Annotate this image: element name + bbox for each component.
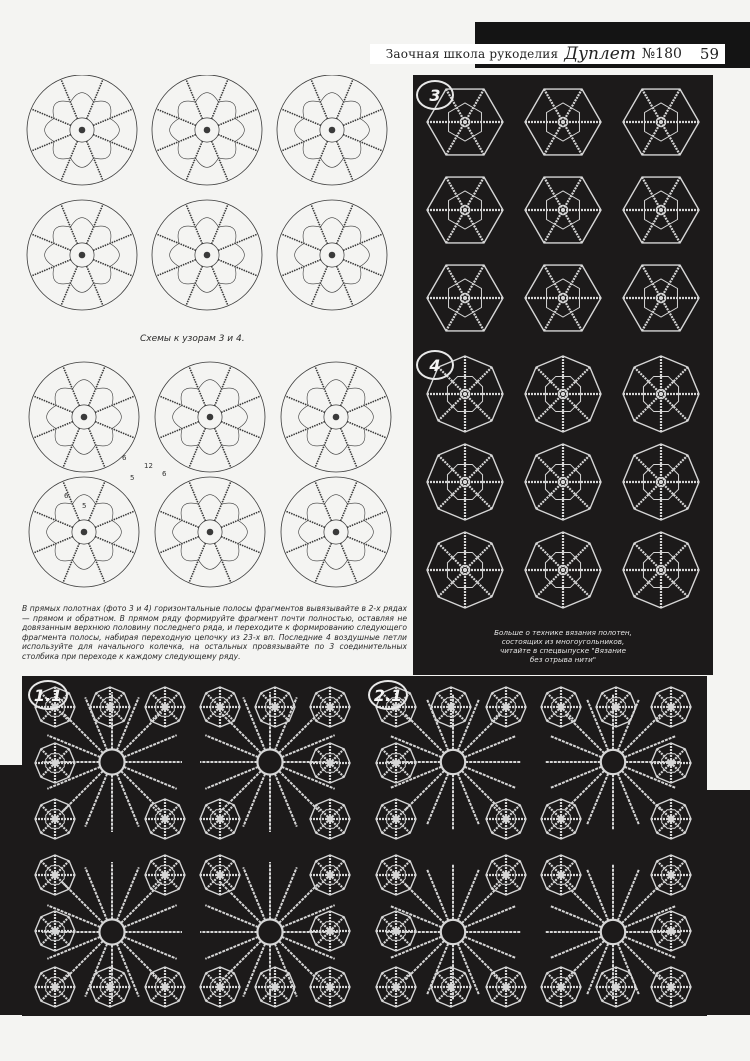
photo-4-label: 4	[416, 350, 454, 380]
right-dark-strip	[706, 790, 750, 1015]
side-note: Больше о технике вязания полотен, состоящих из многоугольников, читайте в спецвыпуске "Вязание без отрыва нити"	[494, 628, 632, 664]
scheme-annotation-4: 6	[162, 470, 167, 478]
photo-1-1-label: 1.1	[28, 680, 68, 710]
header-section: Заочная школа рукоделия	[385, 47, 559, 61]
instructions-text: В прямых полотнах (фото 3 и 4) горизонтальные полосы фрагментов вывязывайте в 2-х рядах — прямом и обратном. В прямом ряду формируйте фрагмент почти полностью, оставляя не довязанным верхнюю половину последнего ряда, и переходите к формированию следующего фрагмента полосы, набирая переходную цепочку из 23-х вп. Последние 4 воздушные петли используйте для начального колечка, на остальных провязывайте по 3 соединительных столбика при переходе к каждому следующему ряду.	[22, 604, 407, 661]
photo-1-1-lace	[30, 682, 355, 1012]
left-dark-strip	[0, 765, 22, 1015]
scheme-annotation-6: 5	[82, 502, 87, 510]
page-header	[370, 44, 725, 64]
header-brand: Дуплет	[564, 44, 636, 64]
schemes-caption: Схемы к узорам 3 и 4.	[140, 334, 245, 344]
photo-2-1-lace	[368, 682, 698, 1012]
scheme-annotation-1: 6	[122, 454, 127, 462]
scheme-annotation-5: 6	[64, 492, 69, 500]
header-issue: №180	[641, 46, 682, 62]
page-number: 59	[699, 45, 719, 63]
scheme-annotation-3: 12	[144, 462, 153, 470]
scheme-diagram-bottom	[22, 352, 407, 597]
photo-3-label: 3	[416, 80, 454, 110]
scheme-annotation-2: 5	[130, 474, 135, 482]
photo-3-lace	[420, 80, 710, 342]
scheme-diagram-top	[22, 75, 407, 330]
photo-4-lace	[420, 352, 710, 617]
photo-2-1-label: 2.1	[368, 680, 408, 710]
